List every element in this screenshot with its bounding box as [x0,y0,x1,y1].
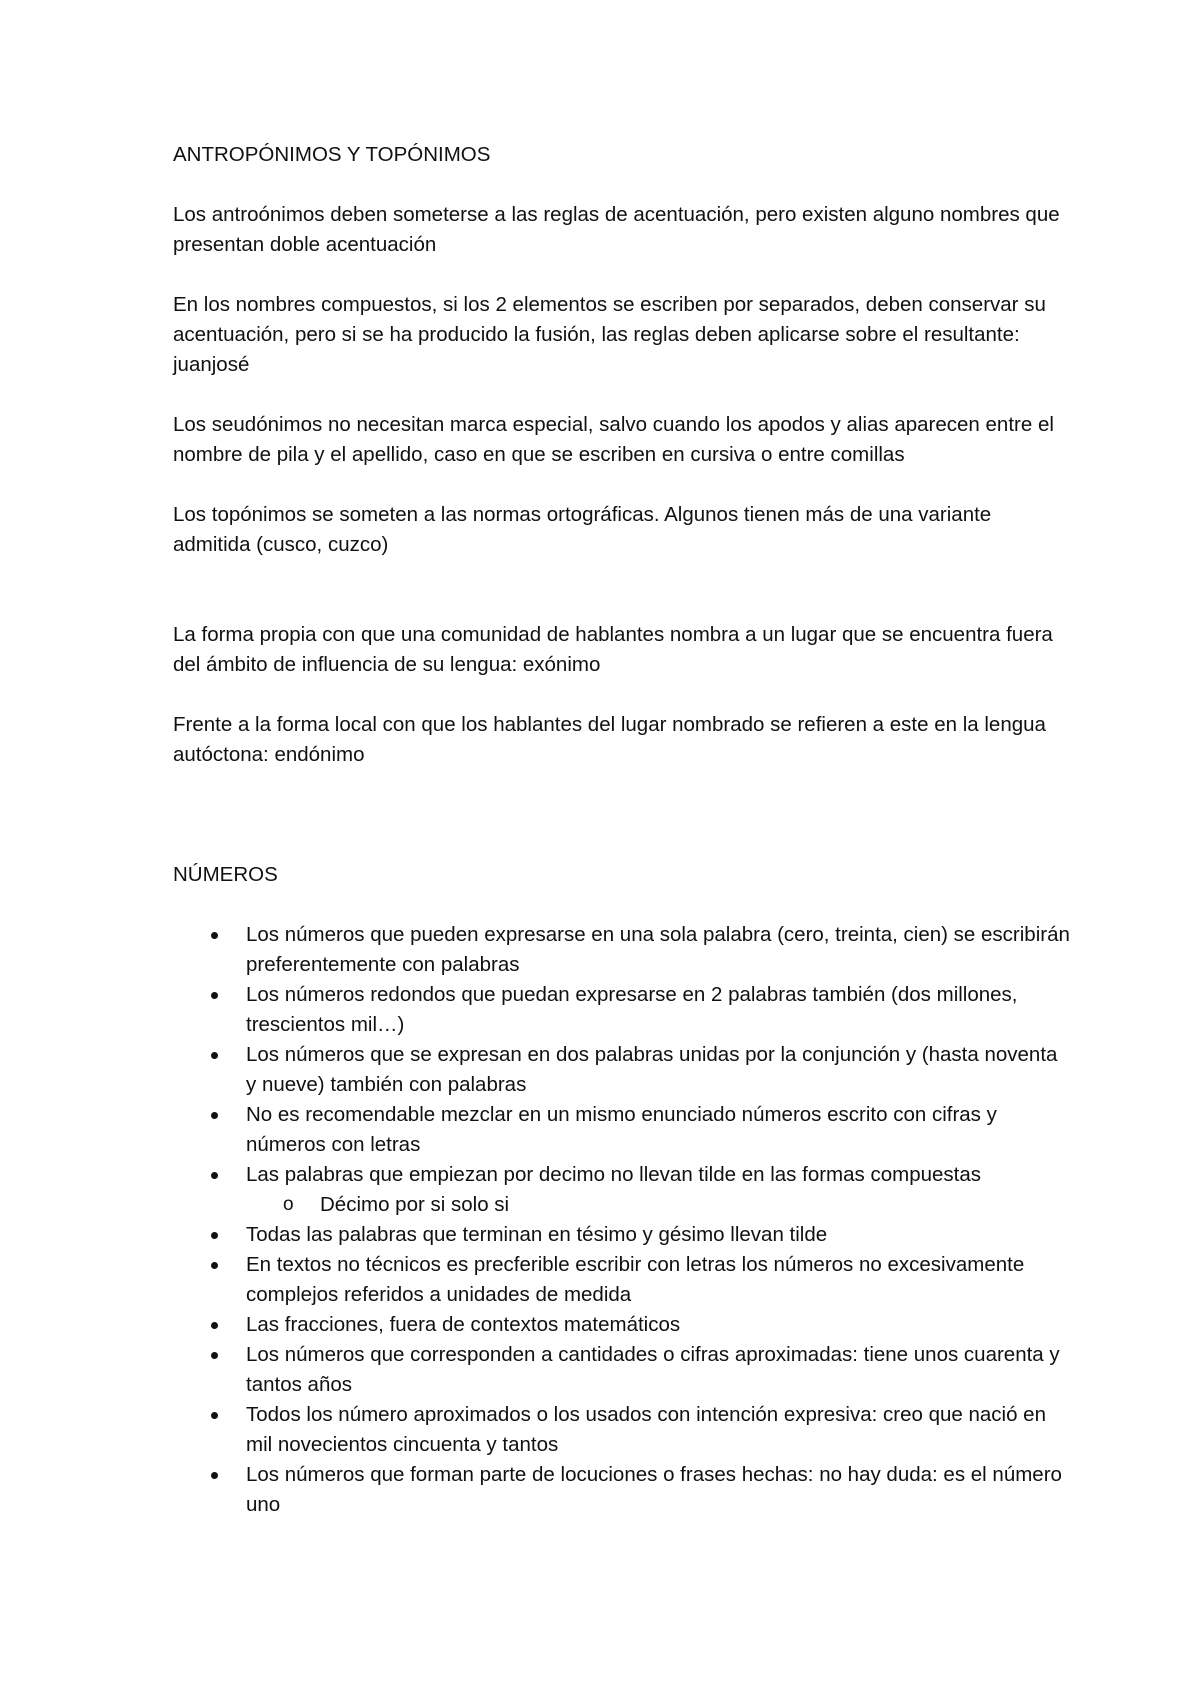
paragraph-antroponimos: Los antroónimos deben someterse a las reglas de acentuación, pero existen alguno nombres que presentan doble acentuación [173,203,1060,256]
sub-list-item: o Décimo por si solo si [173,1190,1073,1220]
document-page [173,140,1073,1520]
list-item: Los números que corresponden a cantidades o cifras aproximadas: tiene unos cuarenta y tantos años [173,1340,1073,1400]
list-item: Las fracciones, fuera de contextos matemáticos [173,1310,1073,1340]
list-item: Los números que pueden expresarse en una sola palabra (cero, treinta, cien) se escribirán preferentemente con palabras [173,920,1073,980]
list-item: Los números que forman parte de locuciones o frases hechas: no hay duda: es el número uno [173,1460,1073,1520]
list-item: No es recomendable mezclar en un mismo enunciado números escrito con cifras y números con letras [173,1100,1073,1160]
list-item [173,1160,1073,1190]
list-item: En textos no técnicos es precferible escribir con letras los números no excesivamente complejos referidos a unidades de medida [173,1250,1073,1310]
paragraph-seudonimos: Los seudónimos no necesitan marca especial, salvo cuando los apodos y alias aparecen entre el nombre de pila y el apellido, caso en que se escriben en cursiva o entre comillas [173,413,1054,466]
numeros-bullet-list [173,920,1073,1190]
paragraph-exonimo: La forma propia con que una comunidad de hablantes nombra a un lugar que se encuentra fuera del ámbito de influencia de su lengua: exónimo [173,623,1053,676]
paragraph-nombres-compuestos: En los nombres compuestos, si los 2 elementos se escriben por separados, deben conservar su acentuación, pero si se ha producido la fusión, las reglas deben aplicarse sobre el resultante: juanjosé [173,293,1046,376]
list-item: Los números que se expresan en dos palabras unidas por la conjunción y (hasta noventa y nueve) también con palabras [173,1040,1073,1100]
paragraph-toponimos: Los topónimos se someten a las normas ortográficas. Algunos tienen más de una variante admitida (cusco, cuzco) [173,503,992,556]
list-item: Todos los número aproximados o los usados con intención expresiva: creo que nació en mil novecientos cincuenta y tantos [173,1400,1073,1460]
numeros-bullet-list-continued [173,1220,1073,1520]
section-title-antroponimos: ANTROPÓNIMOS Y TOPÓNIMOS [173,143,491,166]
list-item-text: Las palabras que empiezan por decimo no llevan tilde en las formas compuestas [246,1163,981,1186]
list-item: Los números redondos que puedan expresarse en 2 palabras también (dos millones, trescientos mil…) [173,980,1073,1040]
sub-bullet-list [173,1190,1073,1220]
list-item: Todas las palabras que terminan en tésimo y gésimo llevan tilde [173,1220,1073,1250]
section-title-numeros: NÚMEROS [173,863,278,886]
paragraph-endonimo: Frente a la forma local con que los hablantes del lugar nombrado se refieren a este en la lengua autóctona: endónimo [173,713,1046,766]
